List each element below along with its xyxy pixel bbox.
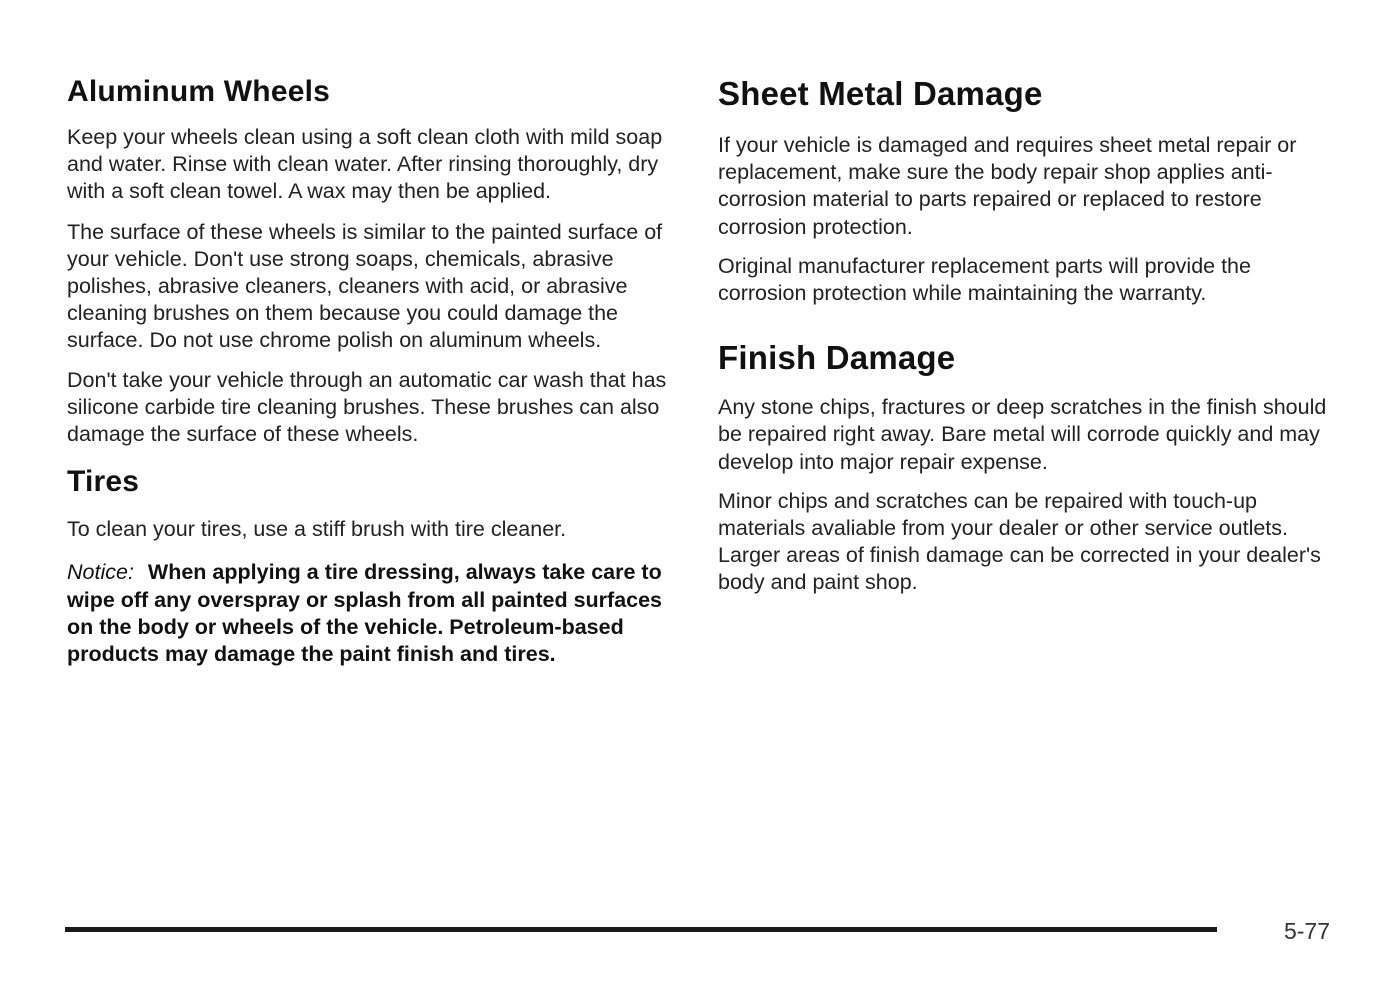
left-column [67, 70, 667, 680]
finish-damage-heading: Finish Damage [718, 339, 956, 377]
notice-label: Notice: [67, 560, 134, 585]
sheet-metal-damage-section [718, 70, 1338, 307]
tires-notice [67, 559, 667, 668]
aluminum-wheels-heading: Aluminum Wheels [67, 75, 331, 108]
aluminum-wheels-paragraph-2: The surface of these wheels is similar to the painted surface of your vehicle. Don't use strong soaps, chemicals, abrasive polishes, abrasive cleaners, cleaners with acid, or abrasive cleaning brushes on them because you could damage the surface. Do not use chrome polish on aluminum wheels. [67, 219, 663, 353]
footer-rule [65, 927, 1217, 932]
aluminum-wheels-section [67, 70, 667, 448]
sheet-metal-damage-paragraph-2: Original manufacturer replacement parts will provide the corrosion protection while maintaining the warranty. [718, 253, 1251, 306]
page-number: 5-77 [1283, 918, 1330, 944]
aluminum-wheels-paragraph-3: Don't take your vehicle through an automatic car wash that has silicone carbide tire cleaning brushes. These brushes can also damage the surface of these wheels. [67, 367, 667, 447]
finish-damage-paragraph-1: Any stone chips, fractures or deep scratches in the finish should be repaired right away. Bare metal will corrode quickly and may develop into major repair expense. [718, 395, 1327, 474]
sheet-metal-damage-paragraph-1: If your vehicle is damaged and requires sheet metal repair or replacement, make sure the body repair shop applies anti-corrosion material to parts repaired or replaced to restore corrosion protection. [718, 133, 1297, 239]
finish-damage-paragraph-2: Minor chips and scratches can be repaired with touch-up materials avaliable from your dealer or other service outlets. Larger areas of finish damage can be corrected in your dealer's body and paint shop. [718, 488, 1321, 595]
tires-section [67, 460, 667, 668]
tires-paragraph: To clean your tires, use a stiff brush with tire cleaner. [67, 517, 567, 542]
aluminum-wheels-paragraph-1: Keep your wheels clean using a soft clean cloth with mild soap and water. Rinse with clean water. After rinsing thoroughly, dry with a soft clean towel. A wax may then be applied. [67, 125, 663, 204]
sheet-metal-damage-heading: Sheet Metal Damage [718, 75, 1043, 112]
notice-text: When applying a tire dressing, always take care to wipe off any overspray or splash from all painted surfaces on the body or wheels of the vehicle. Petroleum-based products may damage the paint finish and tires. [67, 560, 663, 667]
finish-damage-section [718, 334, 1338, 596]
right-column [718, 70, 1338, 609]
tires-heading: Tires [67, 465, 140, 499]
